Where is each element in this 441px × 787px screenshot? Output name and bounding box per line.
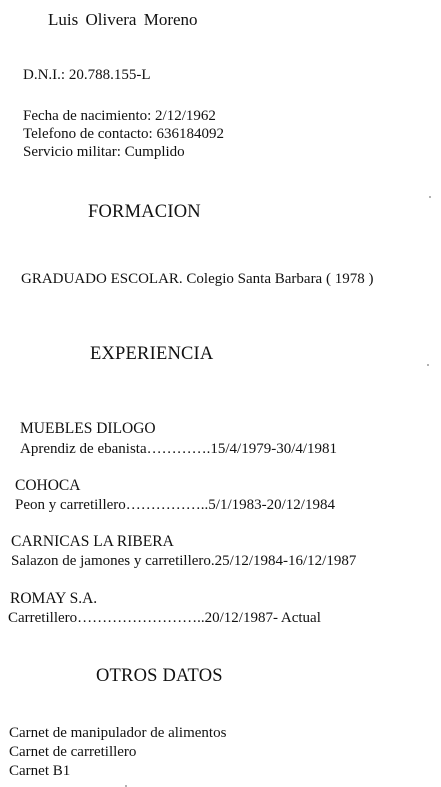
otros-item: Carnet de carretillero <box>9 744 137 760</box>
formacion-heading: FORMACION <box>88 202 201 222</box>
job-detail: Peon y carretillero……………..5/1/1983-20/12/1984 <box>15 497 335 513</box>
birth-date-line: Fecha de nacimiento: 2/12/1962 <box>23 108 216 124</box>
dni-line: D.N.I.: 20.788.155-L <box>23 67 151 83</box>
otros-item: Carnet de manipulador de alimentos <box>9 725 227 741</box>
job-detail: Carretillero……………………..20/12/1987- Actual <box>8 610 321 626</box>
job-company: CARNICAS LA RIBERA <box>11 533 174 550</box>
job-company: ROMAY S.A. <box>10 590 98 607</box>
formacion-entry: GRADUADO ESCOLAR. Colegio Santa Barbara ( 1978 ) <box>21 271 374 287</box>
scan-speck <box>427 364 429 366</box>
job-company: COHOCA <box>15 477 81 494</box>
military-service-line: Servicio militar: Cumplido <box>23 144 185 160</box>
job-company: MUEBLES DILOGO <box>20 420 156 437</box>
scan-speck <box>429 196 431 198</box>
job-detail: Aprendiz de ebanista………….15/4/1979-30/4/1981 <box>20 441 338 457</box>
experiencia-heading: EXPERIENCIA <box>90 344 214 364</box>
otros-item: Carnet B1 <box>9 763 71 779</box>
phone-line: Telefono de contacto: 636184092 <box>23 126 224 142</box>
candidate-name: Luis Olivera Moreno <box>48 10 198 29</box>
otros-datos-heading: OTROS DATOS <box>96 666 223 686</box>
job-detail: Salazon de jamones y carretillero.25/12/1984-16/12/1987 <box>11 553 357 569</box>
